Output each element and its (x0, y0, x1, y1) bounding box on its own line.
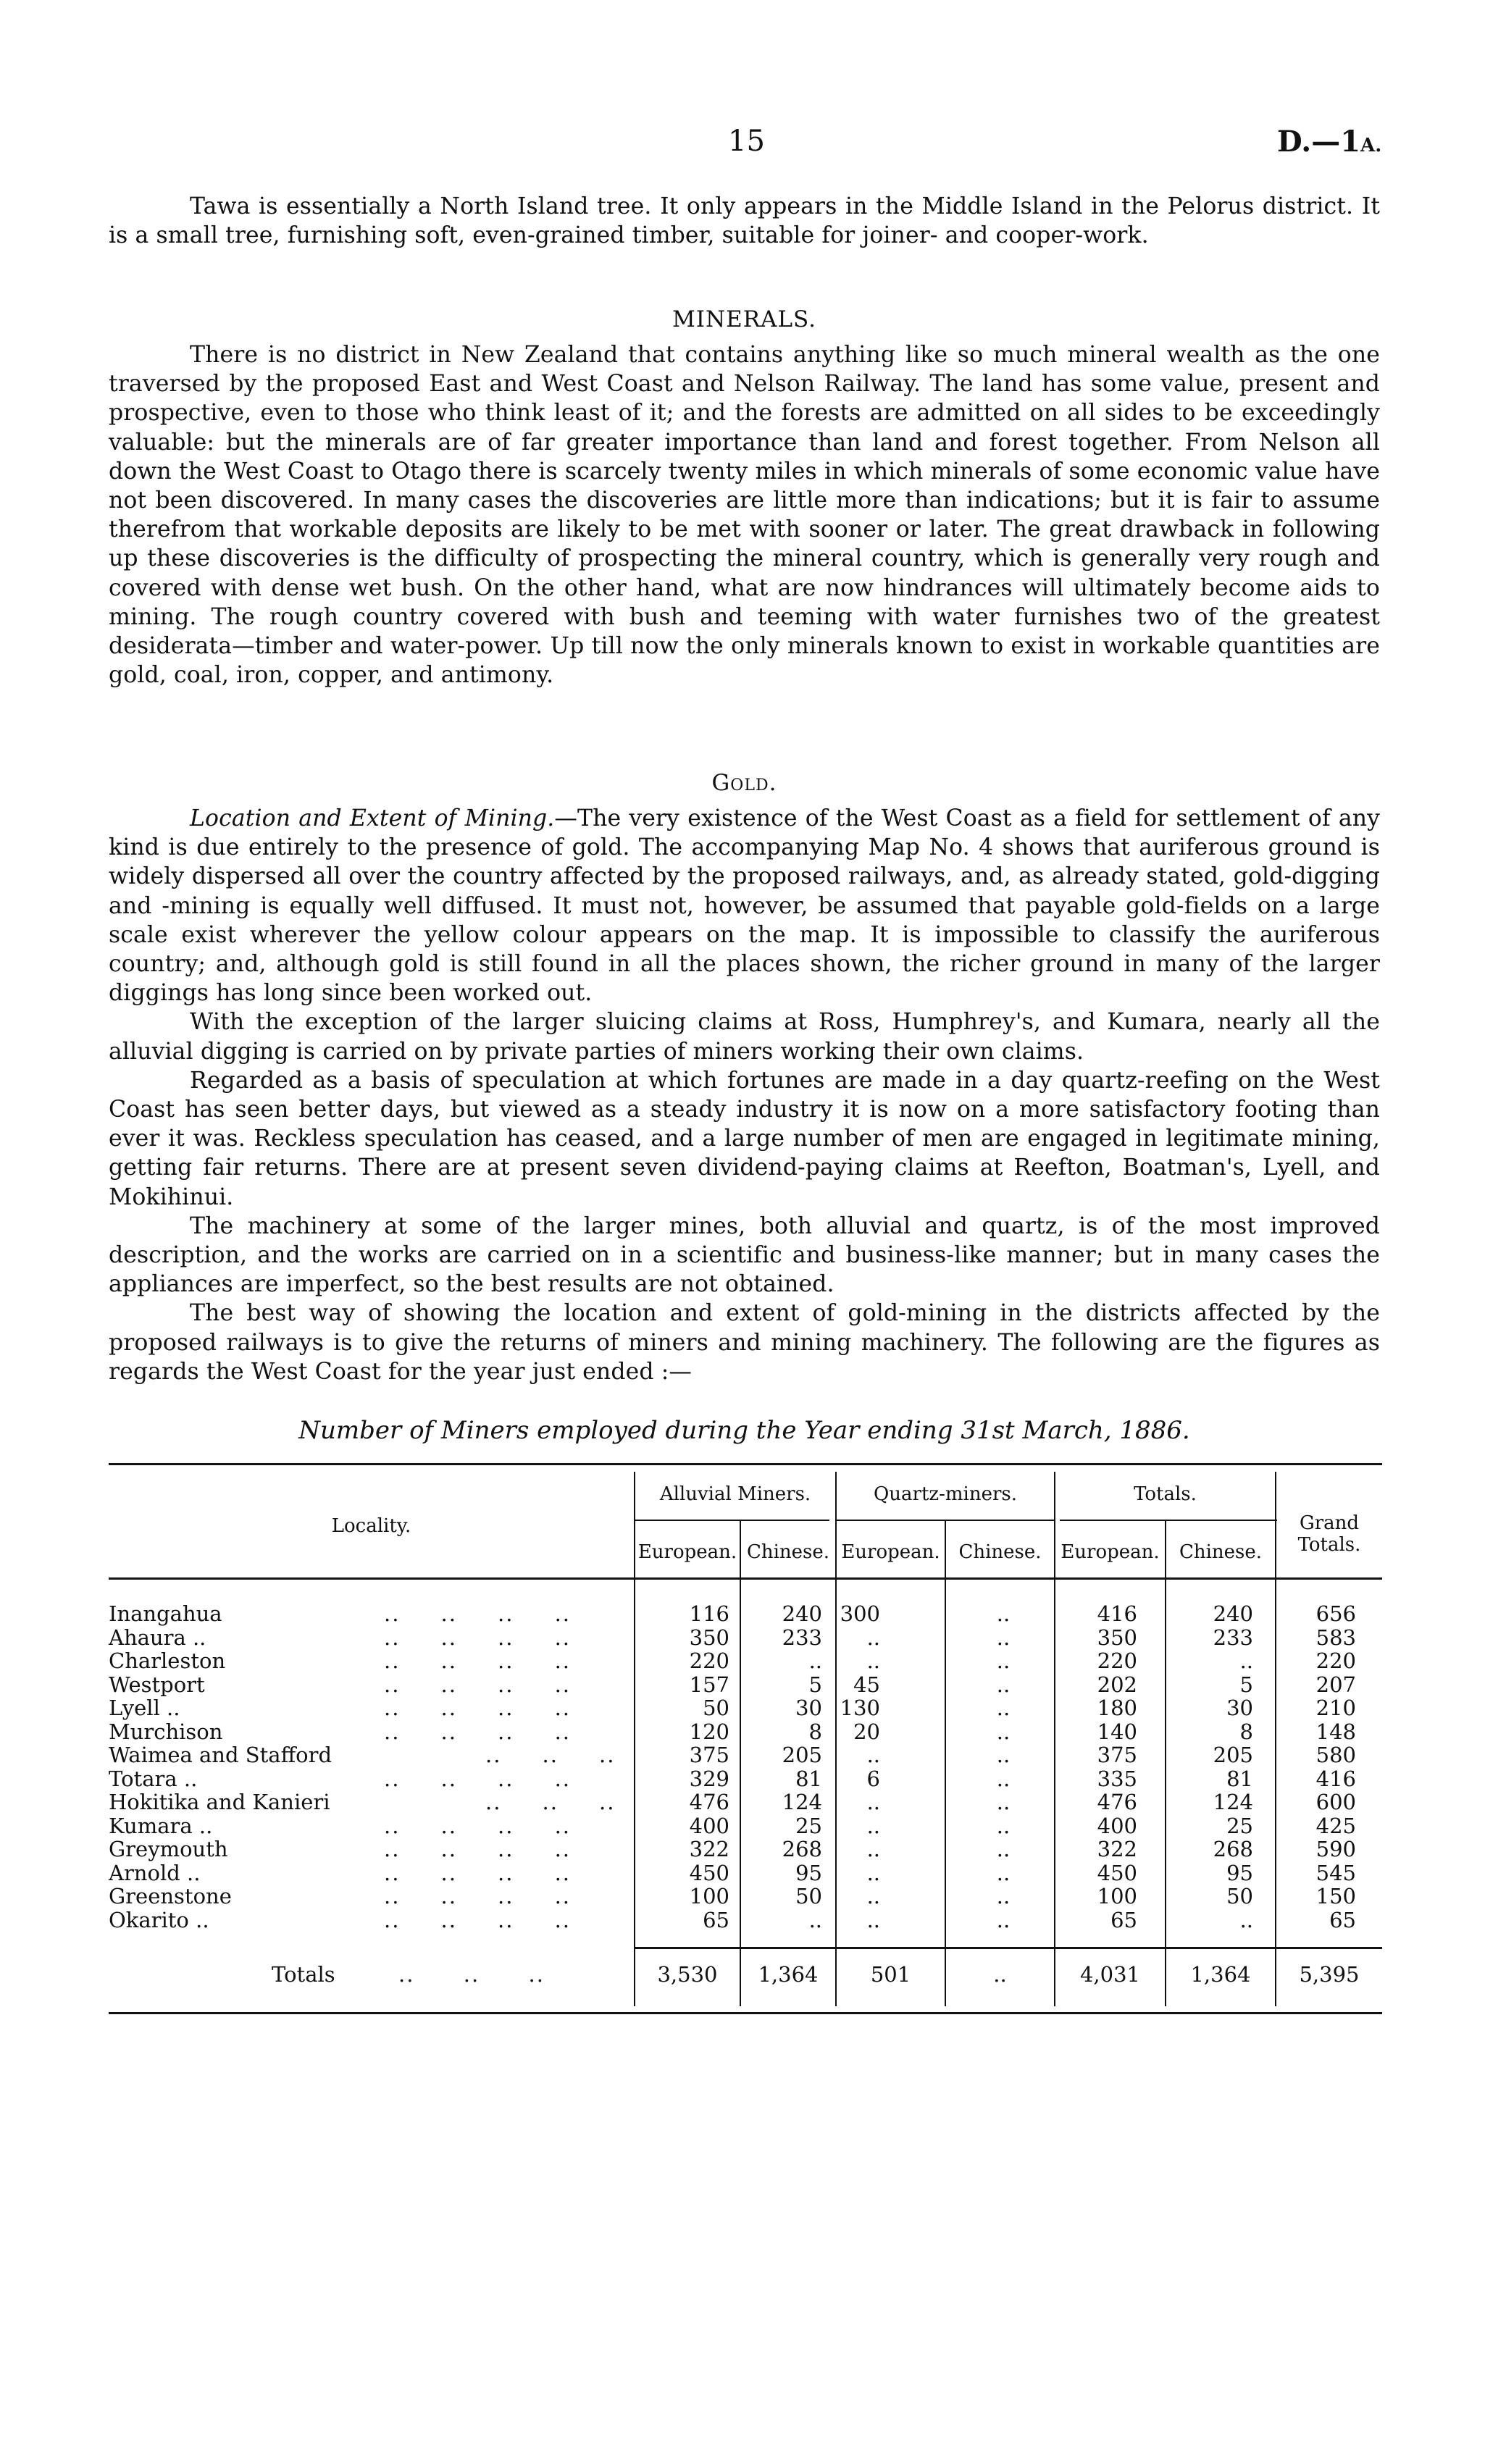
cell-total-chi: 50 (1226, 1884, 1253, 1908)
table-totals-row (109, 1963, 1382, 1986)
table-row (109, 1908, 1382, 1932)
cell-alluvial-eur: 50 (703, 1696, 729, 1720)
cell-alluvial-chi: 25 (795, 1813, 822, 1838)
gold-heading: Gold. (711, 770, 777, 796)
cell-total-chi: 25 (1226, 1813, 1253, 1838)
row-leader-dots: .. .. .. .. (384, 1648, 572, 1673)
cell-alluvial-eur: 450 (689, 1860, 729, 1885)
row-leader-dots: .. .. .. .. (384, 1672, 572, 1697)
row-leader-dots: .. .. .. (485, 1743, 616, 1767)
totals-sub-rule (1060, 1520, 1277, 1521)
header-quartz-chinese: Chinese. (958, 1541, 1042, 1563)
cell-total-chi: 95 (1226, 1860, 1253, 1885)
cell-total-eur: 202 (1097, 1672, 1137, 1697)
cell-quartz-eur: 300 (840, 1601, 880, 1626)
header-bottom-rule (109, 1577, 1382, 1580)
cell-grand: 207 (1315, 1672, 1356, 1697)
cell-quartz-chi: .. (996, 1790, 1011, 1814)
totals-total-eur: 4,031 (1079, 1962, 1141, 1987)
cell-grand: 425 (1315, 1813, 1356, 1838)
table-row (109, 1720, 1382, 1743)
row-locality: Westport (109, 1672, 205, 1697)
cell-alluvial-eur: 350 (689, 1625, 729, 1650)
cell-quartz-eur: .. (866, 1648, 880, 1673)
row-leader-dots: .. .. .. .. (384, 1907, 572, 1932)
totals-alluvial-chi: 1,364 (758, 1962, 819, 1987)
header-totals-european: European. (1061, 1541, 1160, 1563)
table-caption: Number of Miners employed during the Year ending 31st March, 1886. (298, 1416, 1190, 1445)
table-row (109, 1837, 1382, 1861)
gold-paragraph-1-text: —The very existence of the West Coast as a field for settlement of any kind is due entirely to the presence of gold. The accompanying Map No. 4 shows that auriferous ground is widely dispersed all over the country affected by the proposed railways, and, as already stated, gold-digging and -mining is equally well diffused. It must not, however, be assumed that payable gold-fields on a large scale exist wherever the yellow colour appears on the map. It is impossible to classify the auriferous country; and, although gold is still found in all the places shown, the richer ground in many of the larger diggings has long since been worked out. (109, 805, 1380, 1007)
row-leader-dots: .. .. .. .. (384, 1719, 572, 1744)
header-locality: Locality. (331, 1515, 411, 1537)
cell-grand: 220 (1315, 1648, 1356, 1673)
minerals-paragraph: There is no district in New Zealand that contains anything like so much mineral wealth as the one traversed by the proposed East and West Coast and Nelson Railway. The land has some value, present and prospective, even to those who think least of it; and the forests are admitted on all sides to be exceedingly valuable: but the minerals are of far greater importance than land and forest together. From Nelson all down the West Coast to Otago there is scarcely twenty miles in which minerals of some economic value have not been discovered. In many cases the discoveries are little more than indications; but it is fair to assume therefrom that workable deposits are likely to be met with sooner or later. The great drawback in following up these discoveries is the difficulty of prospecting the mineral country, which is generally very rough and covered with dense wet bush. On the other hand, what are now hindrances will ultimately become aids to mining. The rough country covered with bush and teeming with water furnishes two of the greatest desiderata—timber and water-power. Up till now the only minerals known to exist in workable quantities are gold, coal, iron, copper, and antimony. (109, 342, 1380, 689)
cell-alluvial-chi: 205 (782, 1743, 822, 1767)
cell-total-eur: 450 (1097, 1860, 1137, 1885)
cell-total-chi: .. (1239, 1907, 1253, 1932)
intro-paragraph: Tawa is essentially a North Island tree. It only appears in the Middle Island in the Pelorus district. It is a small tree, furnishing soft, even-grained timber, suitable for joiner- and cooper-work. (109, 193, 1380, 249)
header-alluvial: Alluvial Miners. (659, 1483, 811, 1505)
totals-grand: 5,395 (1299, 1962, 1360, 1987)
cell-quartz-eur: .. (866, 1907, 880, 1932)
table-top-rule (109, 1463, 1382, 1465)
cell-total-eur: 476 (1097, 1790, 1137, 1814)
row-leader-dots: .. .. .. .. (384, 1601, 572, 1626)
header-totals-chinese: Chinese. (1179, 1541, 1263, 1563)
cell-alluvial-chi: .. (808, 1907, 822, 1932)
table-row (109, 1743, 1382, 1767)
cell-alluvial-chi: 30 (795, 1696, 822, 1720)
cell-quartz-eur: 6 (866, 1766, 880, 1791)
gold-paragraph-4: The machinery at some of the larger mines, both alluvial and quartz, is of the most improved description, and the works are carried on in a scientific and business-like manner; but in many cases the appliances are imperfect, so the best results are not obtained. (109, 1212, 1380, 1298)
header-quartz-european: European. (841, 1541, 940, 1563)
minerals-section (109, 340, 1380, 690)
cell-grand: 545 (1315, 1860, 1356, 1885)
totals-leader-dots: .. .. .. (398, 1962, 545, 1987)
cell-quartz-chi: .. (996, 1719, 1011, 1744)
cell-alluvial-chi: 268 (782, 1837, 822, 1861)
table-row (109, 1861, 1382, 1885)
cell-quartz-chi: .. (996, 1648, 1011, 1673)
row-leader-dots: .. .. .. (485, 1790, 616, 1814)
cell-quartz-chi: .. (996, 1601, 1011, 1626)
cell-quartz-chi: .. (996, 1625, 1011, 1650)
cell-total-chi: 124 (1213, 1790, 1253, 1814)
row-leader-dots: .. .. .. .. (384, 1837, 572, 1861)
row-locality: Okarito .. (109, 1907, 209, 1932)
row-locality: Waimea and Stafford (109, 1743, 332, 1767)
totals-top-rule (634, 1947, 1382, 1949)
cell-total-eur: 350 (1097, 1625, 1137, 1650)
cell-grand: 148 (1315, 1719, 1356, 1744)
doc-ref-main: D.—1 (1277, 125, 1361, 159)
cell-grand: 583 (1315, 1625, 1356, 1650)
cell-quartz-eur: 130 (840, 1696, 880, 1720)
cell-total-eur: 65 (1110, 1907, 1137, 1932)
row-locality: Murchison (109, 1719, 223, 1744)
cell-total-eur: 220 (1097, 1648, 1137, 1673)
cell-total-eur: 322 (1097, 1837, 1137, 1861)
cell-quartz-chi: .. (996, 1696, 1011, 1720)
cell-alluvial-chi: 81 (795, 1766, 822, 1791)
miners-table (109, 1463, 1382, 2013)
cell-quartz-chi: .. (996, 1860, 1011, 1885)
table-row (109, 1696, 1382, 1719)
row-locality: Kumara .. (109, 1813, 213, 1838)
cell-alluvial-eur: 329 (689, 1766, 729, 1791)
cell-grand: 656 (1315, 1601, 1356, 1626)
cell-quartz-eur: .. (866, 1860, 880, 1885)
cell-alluvial-chi: 50 (795, 1884, 822, 1908)
cell-total-eur: 416 (1097, 1601, 1137, 1626)
cell-total-chi: 240 (1213, 1601, 1253, 1626)
cell-quartz-eur: 20 (853, 1719, 880, 1744)
cell-total-chi: 205 (1213, 1743, 1253, 1767)
cell-alluvial-chi: 124 (782, 1790, 822, 1814)
gold-section (109, 804, 1380, 1386)
cell-quartz-eur: 45 (853, 1672, 880, 1697)
table-row (109, 1885, 1382, 1908)
cell-alluvial-eur: 116 (689, 1601, 729, 1626)
row-leader-dots: .. .. .. .. (384, 1813, 572, 1838)
intro-section (109, 192, 1380, 250)
cell-quartz-eur: .. (866, 1884, 880, 1908)
cell-quartz-chi: .. (996, 1813, 1011, 1838)
cell-quartz-eur: .. (866, 1790, 880, 1814)
cell-total-chi: 8 (1239, 1719, 1253, 1744)
cell-total-eur: 180 (1097, 1696, 1137, 1720)
row-locality: Greymouth (109, 1837, 228, 1861)
cell-total-chi: 268 (1213, 1837, 1253, 1861)
cell-grand: 416 (1315, 1766, 1356, 1791)
doc-ref-suffix: A. (1360, 135, 1382, 156)
document-reference (1277, 125, 1381, 159)
row-leader-dots: .. .. .. .. (384, 1884, 572, 1908)
row-locality: Totara .. (109, 1766, 198, 1791)
cell-grand: 150 (1315, 1884, 1356, 1908)
cell-total-chi: 30 (1226, 1696, 1253, 1720)
table-row (109, 1649, 1382, 1672)
table-row (109, 1626, 1382, 1649)
totals-label: Totals (272, 1962, 335, 1987)
row-leader-dots: .. .. .. .. (384, 1696, 572, 1720)
cell-quartz-chi: .. (996, 1672, 1011, 1697)
gold-paragraph-1 (109, 804, 1380, 1007)
header-quartz: Quartz-miners. (873, 1483, 1018, 1505)
cell-total-eur: 400 (1097, 1813, 1137, 1838)
cell-alluvial-chi: 8 (808, 1719, 822, 1744)
cell-alluvial-chi: .. (808, 1648, 822, 1673)
gold-paragraph-5: The best way of showing the location and extent of gold-mining in the districts affected by the proposed railways is to give the returns of miners and mining machinery. The following are the figures as regards the West Coast for the year just ended :— (109, 1300, 1380, 1385)
minerals-heading: MINERALS. (672, 306, 817, 332)
cell-alluvial-eur: 400 (689, 1813, 729, 1838)
cell-alluvial-eur: 375 (689, 1743, 729, 1767)
cell-alluvial-eur: 220 (689, 1648, 729, 1673)
cell-grand: 210 (1315, 1696, 1356, 1720)
row-locality: Inangahua (109, 1601, 222, 1626)
cell-quartz-eur: .. (866, 1625, 880, 1650)
gold-lead-italic: Location and Extent of Mining. (190, 805, 555, 831)
cell-quartz-chi: .. (996, 1884, 1011, 1908)
totals-quartz-eur: 501 (870, 1962, 911, 1987)
cell-grand: 65 (1329, 1907, 1356, 1932)
totals-total-chi: 1,364 (1190, 1962, 1251, 1987)
cell-quartz-chi: .. (996, 1743, 1011, 1767)
table-row (109, 1673, 1382, 1696)
cell-quartz-eur: .. (866, 1837, 880, 1861)
cell-quartz-eur: .. (866, 1813, 880, 1838)
table-row (109, 1814, 1382, 1837)
cell-alluvial-chi: 95 (795, 1860, 822, 1885)
table-row (109, 1602, 1382, 1625)
cell-alluvial-eur: 476 (689, 1790, 729, 1814)
header-grand-totals: Grand Totals. (1297, 1512, 1361, 1556)
row-leader-dots: .. .. .. .. (384, 1766, 572, 1791)
cell-total-eur: 140 (1097, 1719, 1137, 1744)
cell-alluvial-chi: 5 (808, 1672, 822, 1697)
row-locality: Arnold .. (109, 1860, 201, 1885)
row-leader-dots: .. .. .. .. (384, 1625, 572, 1650)
table-row (109, 1767, 1382, 1790)
gold-paragraph-2: With the exception of the larger sluicing claims at Ross, Humphrey's, and Kumara, nearly all the alluvial digging is carried on by private parties of miners working their own claims. (109, 1009, 1380, 1065)
cell-quartz-chi: .. (996, 1907, 1011, 1932)
table-row (109, 1790, 1382, 1814)
row-locality: Charleston (109, 1648, 226, 1673)
table-bottom-rule (109, 2012, 1382, 2014)
cell-total-eur: 375 (1097, 1743, 1137, 1767)
cell-total-eur: 100 (1097, 1884, 1137, 1908)
cell-total-chi: .. (1239, 1648, 1253, 1673)
row-locality: Ahaura .. (109, 1625, 206, 1650)
cell-alluvial-eur: 157 (689, 1672, 729, 1697)
cell-alluvial-eur: 322 (689, 1837, 729, 1861)
alluvial-sub-rule (634, 1520, 829, 1521)
page-number: 15 (728, 125, 765, 158)
cell-quartz-eur: .. (866, 1743, 880, 1767)
header-alluvial-european: European. (637, 1541, 737, 1563)
cell-alluvial-eur: 65 (703, 1907, 729, 1932)
cell-grand: 600 (1315, 1790, 1356, 1814)
header-totals: Totals. (1134, 1483, 1197, 1505)
cell-total-chi: 233 (1213, 1625, 1253, 1650)
header-alluvial-chinese: Chinese. (746, 1541, 830, 1563)
totals-alluvial-eur: 3,530 (657, 1962, 718, 1987)
cell-grand: 580 (1315, 1743, 1356, 1767)
cell-quartz-chi: .. (996, 1766, 1011, 1791)
cell-quartz-chi: .. (996, 1837, 1011, 1861)
cell-grand: 590 (1315, 1837, 1356, 1861)
row-locality: Greenstone (109, 1884, 232, 1908)
cell-total-chi: 81 (1226, 1766, 1253, 1791)
row-locality: Hokitika and Kanieri (109, 1790, 330, 1814)
cell-alluvial-chi: 240 (782, 1601, 822, 1626)
cell-total-chi: 5 (1239, 1672, 1253, 1697)
row-locality: Lyell .. (109, 1696, 180, 1720)
row-leader-dots: .. .. .. .. (384, 1860, 572, 1885)
cell-alluvial-eur: 120 (689, 1719, 729, 1744)
totals-quartz-chi: .. (993, 1962, 1007, 1987)
cell-alluvial-chi: 233 (782, 1625, 822, 1650)
cell-total-eur: 335 (1097, 1766, 1137, 1791)
cell-alluvial-eur: 100 (689, 1884, 729, 1908)
gold-paragraph-3: Regarded as a basis of speculation at which fortunes are made in a day quartz-reefing on the West Coast has seen better days, but viewed as a steady industry it is now on a more satisfactory footing than ever it was. Reckless speculation has ceased, and a large number of men are engaged in legitimate mining, getting fair returns. There are at present seven dividend-paying claims at Reefton, Boatman's, Lyell, and Mokihinui. (109, 1067, 1380, 1210)
